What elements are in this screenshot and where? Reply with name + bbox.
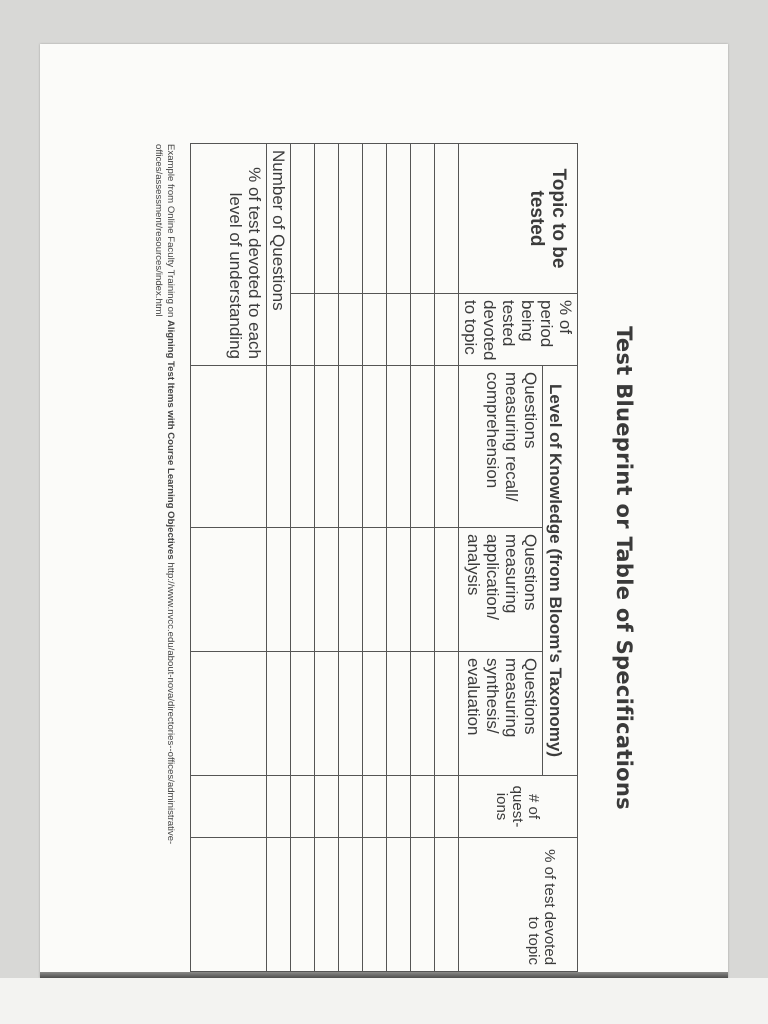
footer-number-of-questions: Number of Questions	[267, 144, 291, 366]
table-row	[363, 144, 387, 972]
header-level-of-knowledge: Level of Knowledge (from Bloom's Taxonomy)	[542, 366, 577, 776]
caption-course-title: Aligning Test Items with Course Learning Objectives	[165, 319, 176, 560]
background-strip	[0, 978, 768, 1024]
caption-url: http://www.nvcc.edu/about-nova/directories--offices/administrative-offices/assessment/resources/index.html	[153, 144, 176, 845]
header-application-analysis: Questions measuring application/ analysis	[459, 528, 543, 652]
rotated-page-content	[40, 45, 640, 975]
table-row	[339, 144, 363, 972]
header-topic: Topic to be tested	[459, 144, 578, 294]
table-row	[411, 144, 435, 972]
page-title: Test Blueprint or Table of Specifications	[612, 326, 636, 810]
header-num-questions: # of quest- ions	[459, 776, 578, 838]
table-row	[387, 144, 411, 972]
header-recall-comprehension: Questions measuring recall/ comprehension	[459, 366, 543, 528]
source-caption	[152, 144, 176, 964]
caption-prefix: Example from Online Faculty Training on	[165, 144, 176, 320]
table-row	[291, 144, 315, 972]
table-row	[315, 144, 339, 972]
header-percent-period: % of period being tested devoted to topic	[459, 294, 578, 366]
footer-percent-each-level: % of test devoted to each level of understanding	[191, 144, 267, 366]
table-row	[435, 144, 459, 972]
header-percent-test: % of test devoted to topic	[459, 838, 578, 972]
blueprint-table	[190, 143, 578, 972]
header-synthesis-evaluation: Questions measuring synthesis/ evaluation	[459, 652, 543, 776]
